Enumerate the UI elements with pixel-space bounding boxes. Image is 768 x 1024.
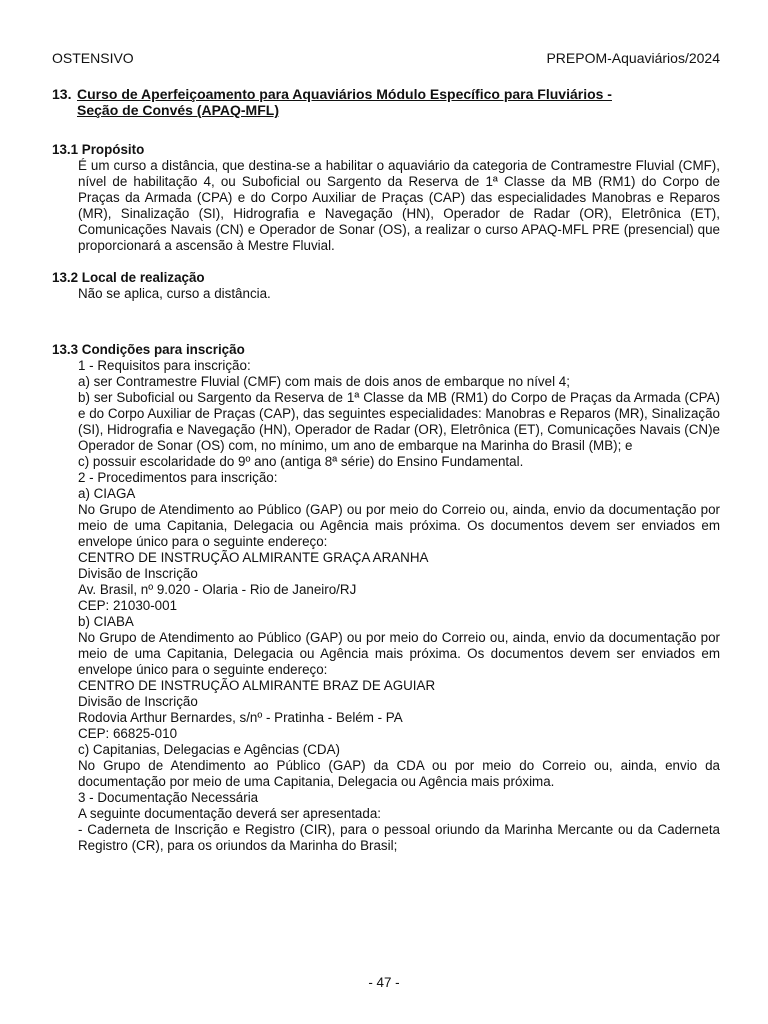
section-title-line-1: Curso de Aperfeiçoamento para Aquaviários Módulo Específico para Fluviários - <box>77 86 612 102</box>
subsection-body-13-1 <box>78 158 720 254</box>
page-number: - 47 - <box>368 975 400 990</box>
address-line: CEP: 21030-001 <box>78 598 178 613</box>
list-item: a) ser Contramestre Fluvial (CMF) com mais de dois anos de embarque no nível 4; <box>78 374 570 389</box>
subsection-heading-13-2: 13.2 Local de realização <box>52 270 205 285</box>
header-document-title: PREPOM-Aquaviários/2024 <box>546 50 720 66</box>
section-title-line-2: Seção de Convés (APAQ-MFL) <box>77 102 279 118</box>
list-item: - Caderneta de Inscrição e Registro (CIR), para o pessoal oriundo da Marinha Mercante ou da Caderneta Registro (CR), para os oriundos da Marinha do Brasil; <box>78 822 720 853</box>
address-line: CENTRO DE INSTRUÇÃO ALMIRANTE BRAZ DE AGUIAR <box>78 678 436 693</box>
subsection-body-13-2 <box>78 286 720 302</box>
paragraph: No Grupo de Atendimento ao Público (GAP) ou por meio do Correio ou, ainda, envio da documentação por meio de uma Capitania, Delegacia ou Agência mais próxima. Os documentos devem ser enviados em envelope único para o seguinte endereço: <box>78 630 720 677</box>
list-item: c) possuir escolaridade do 9º ano (antiga 8ª série) do Ensino Fundamental. <box>78 454 524 469</box>
list-item: 2 - Procedimentos para inscrição: <box>78 470 278 485</box>
header-classification: OSTENSIVO <box>52 50 134 66</box>
address-line: Divisão de Inscrição <box>78 694 198 709</box>
list-item: a) CIAGA <box>78 486 136 501</box>
address-line: CENTRO DE INSTRUÇÃO ALMIRANTE GRAÇA ARANHA <box>78 550 429 565</box>
paragraph: É um curso a distância, que destina-se a habilitar o aquaviário da categoria de Contramestre Fluvial (CMF), nível de habilitação 4, ou Suboficial ou Sargento da Reserva de 1ª Classe da MB (RM1) do Corpo de Praças da Armada (CPA) e do Corpo Auxiliar de Praças (CAP) das especialidades Manobras e Reparos (MR), Sinalização (SI), Hidrografia e Navegação (HN), Operador de Radar (OR), Eletrônica (ET), Comunicações Navais (CN) e Operador de Sonar (OS), a realizar o curso APAQ-MFL PRE (presencial) que proporcionará a ascensão à Mestre Fluvial. <box>78 158 720 253</box>
paragraph: No Grupo de Atendimento ao Público (GAP) ou por meio do Correio ou, ainda, envio da documentação por meio de uma Capitania, Delegacia ou Agência mais próxima. Os documentos devem ser enviados em envelope único para o seguinte endereço: <box>78 502 720 549</box>
subsection-heading-13-1: 13.1 Propósito <box>52 142 145 157</box>
document-body <box>52 86 720 854</box>
address-line: Divisão de Inscrição <box>78 566 198 581</box>
address-line: Av. Brasil, nº 9.020 - Olaria - Rio de Janeiro/RJ <box>78 582 357 597</box>
paragraph: No Grupo de Atendimento ao Público (GAP) da CDA ou por meio do Correio ou, ainda, envio da documentação por meio de uma Capitania, Delegacia ou Agência mais próxima. <box>78 758 720 789</box>
list-item: b) ser Suboficial ou Sargento da Reserva de 1ª Classe da MB (RM1) do Corpo de Praças da Armada (CPA) e do Corpo Auxiliar de Praças (CAP), das seguintes especialidades: Manobras e Reparos (MR), Sinalização (SI), Hidrografia e Navegação (HN), Operador de Radar (OR), Eletrônica (ET), Comunicações Navais (CN)e Operador de Sonar (OS) com, no mínimo, um ano de embarque na Marinha do Brasil (MB); e <box>78 390 720 453</box>
list-item: 3 - Documentação Necessária <box>78 790 259 805</box>
address-line: CEP: 66825-010 <box>78 726 178 741</box>
address-line: Rodovia Arthur Bernardes, s/nº - Pratinha - Belém - PA <box>78 710 403 725</box>
subsection-body-13-3 <box>78 358 720 854</box>
section-title <box>52 86 720 118</box>
section-number: 13. <box>52 86 72 102</box>
paragraph: Não se aplica, curso a distância. <box>78 286 271 301</box>
list-item: c) Capitanias, Delegacias e Agências (CDA) <box>78 742 340 757</box>
paragraph: A seguinte documentação deverá ser apresentada: <box>78 806 381 821</box>
list-item: 1 - Requisitos para inscrição: <box>78 358 251 373</box>
list-item: b) CIABA <box>78 614 134 629</box>
subsection-heading-13-3: 13.3 Condições para inscrição <box>52 342 245 357</box>
